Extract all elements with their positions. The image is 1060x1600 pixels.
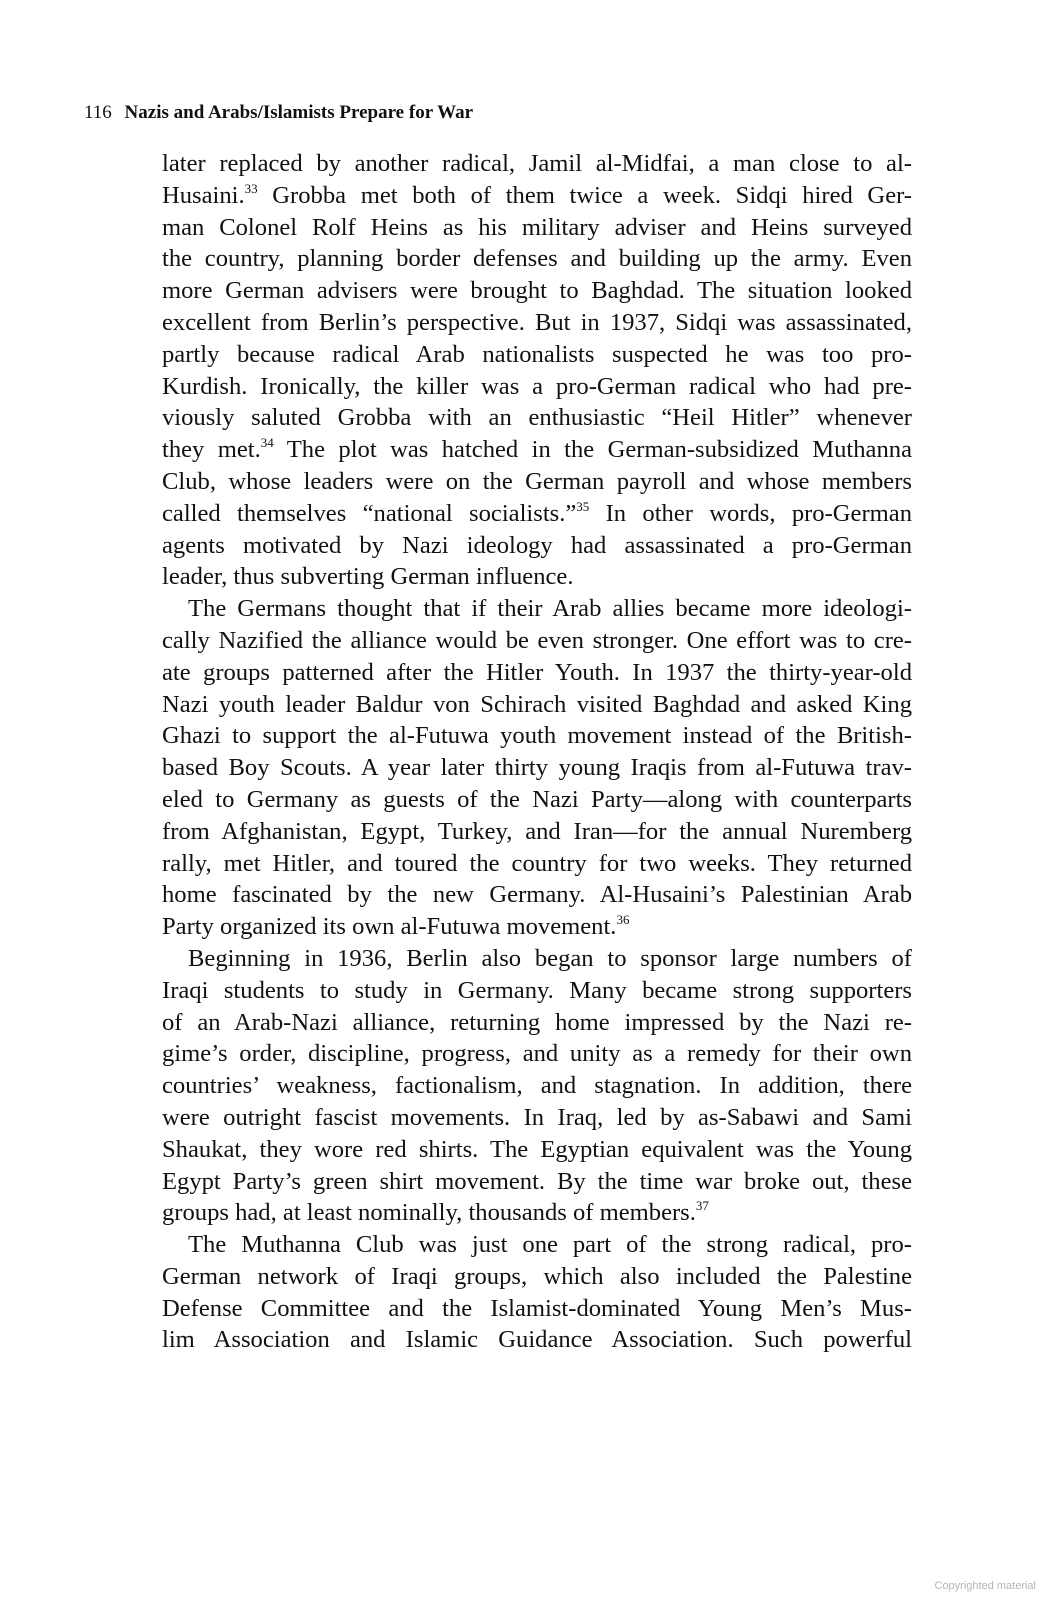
text-line: called themselves “national socialists.”$^{35}$ In other words, pro-German	[162, 498, 912, 527]
text-line: later replaced by another radical, Jamil al-Midfai, a man close to al-	[162, 150, 912, 177]
footnote-ref-33: 33	[244, 180, 258, 196]
text-line: Party organized its own al-Futuwa movement.$^{36}$	[162, 912, 630, 941]
text-line: lim Association and Islamic Guidance Association. Such powerful	[162, 1326, 912, 1354]
text-line: more German advisers were brought to Baghdad. The situation looked	[162, 277, 912, 305]
text-line: groups had, at least nominally, thousands of members.$^{37}$	[162, 1198, 709, 1227]
text-line: countries’ weakness, factionalism, and stagnation. In addition, there	[162, 1072, 912, 1100]
paragraph-4	[162, 1229, 912, 1356]
text-line: agents motivated by Nazi ideology had assassinated a pro-German	[162, 531, 912, 559]
text-line: Club, whose leaders were on the German payroll and whose members	[162, 467, 912, 495]
text-line: of an Arab-Nazi alliance, returning home impressed by the Nazi re-	[162, 1008, 912, 1036]
text-line: German network of Iraqi groups, which also included the Palestine	[162, 1262, 912, 1290]
footnote-ref-36: 36	[616, 912, 630, 928]
text-line: based Boy Scouts. A year later thirty young Iraqis from al-Futuwa trav-	[162, 754, 912, 782]
copyright-watermark: Copyrighted material	[934, 1580, 1036, 1592]
text-line: Shaukat, they wore red shirts. The Egyptian equivalent was the Young	[162, 1135, 912, 1163]
text-line: The Germans thought that if their Arab allies became more ideologi-	[188, 595, 912, 623]
running-header	[84, 100, 473, 126]
paragraph-2	[162, 593, 912, 943]
text-line: Kurdish. Ironically, the killer was a pro-German radical who had pre-	[162, 372, 912, 400]
text-line: the country, planning border defenses and building up the army. Even	[162, 245, 912, 273]
text-line: from Afghanistan, Egypt, Turkey, and Iran—for the annual Nuremberg	[162, 817, 912, 845]
text-line: eled to Germany as guests of the Nazi Party—along with counterparts	[162, 785, 912, 813]
text-line: Ghazi to support the al-Futuwa youth movement instead of the British-	[162, 722, 912, 750]
text-line: Nazi youth leader Baldur von Schirach visited Baghdad and asked King	[162, 690, 912, 718]
text-line: ate groups patterned after the Hitler Youth. In 1937 the thirty-year-old	[162, 658, 912, 686]
text-line: Husaini.$^{33}$ Grobba met both of them twice a week. Sidqi hired Ger-	[162, 180, 912, 209]
text-line: they met.$^{34}$ The plot was hatched in the German-subsidized Muthanna	[162, 435, 912, 464]
text-line: leader, thus subverting German influence.	[162, 563, 574, 591]
text-line: rally, met Hitler, and toured the country for two weeks. They returned	[162, 849, 912, 877]
footnote-ref-35: 35	[576, 498, 590, 514]
text-line: home fascinated by the new Germany. Al-Husaini’s Palestinian Arab	[162, 881, 912, 909]
text-line: man Colonel Rolf Heins as his military adviser and Heins surveyed	[162, 213, 912, 241]
text-line: Defense Committee and the Islamist-dominated Young Men’s Mus-	[162, 1294, 912, 1322]
paragraph-1	[162, 148, 912, 593]
text-line: were outright fascist movements. In Iraq, led by as-Sabawi and Sami	[162, 1103, 912, 1131]
text-line: Iraqi students to study in Germany. Many became strong supporters	[162, 976, 912, 1004]
text-line: Egypt Party’s green shirt movement. By the time war broke out, these	[162, 1167, 912, 1195]
text-line: excellent from Berlin’s perspective. But in 1937, Sidqi was assassinated,	[162, 308, 912, 336]
running-title: Nazis and Arabs/Islamists Prepare for War	[124, 102, 474, 123]
text-line: partly because radical Arab nationalists suspected he was too pro-	[162, 340, 912, 368]
footnote-ref-37: 37	[695, 1198, 709, 1214]
page-number: 116	[84, 102, 112, 123]
text-line: cally Nazified the alliance would be even stronger. One effort was to cre-	[162, 626, 912, 654]
text-line: The Muthanna Club was just one part of the strong radical, pro-	[188, 1231, 912, 1259]
text-line: Beginning in 1936, Berlin also began to sponsor large numbers of	[188, 944, 912, 972]
paragraph-3	[162, 943, 912, 1229]
text-line: gime’s order, discipline, progress, and unity as a remedy for their own	[162, 1040, 912, 1068]
body-text	[162, 148, 912, 1356]
footnote-ref-34: 34	[260, 435, 274, 451]
text-line: viously saluted Grobba with an enthusiastic “Heil Hitler” whenever	[162, 404, 912, 432]
